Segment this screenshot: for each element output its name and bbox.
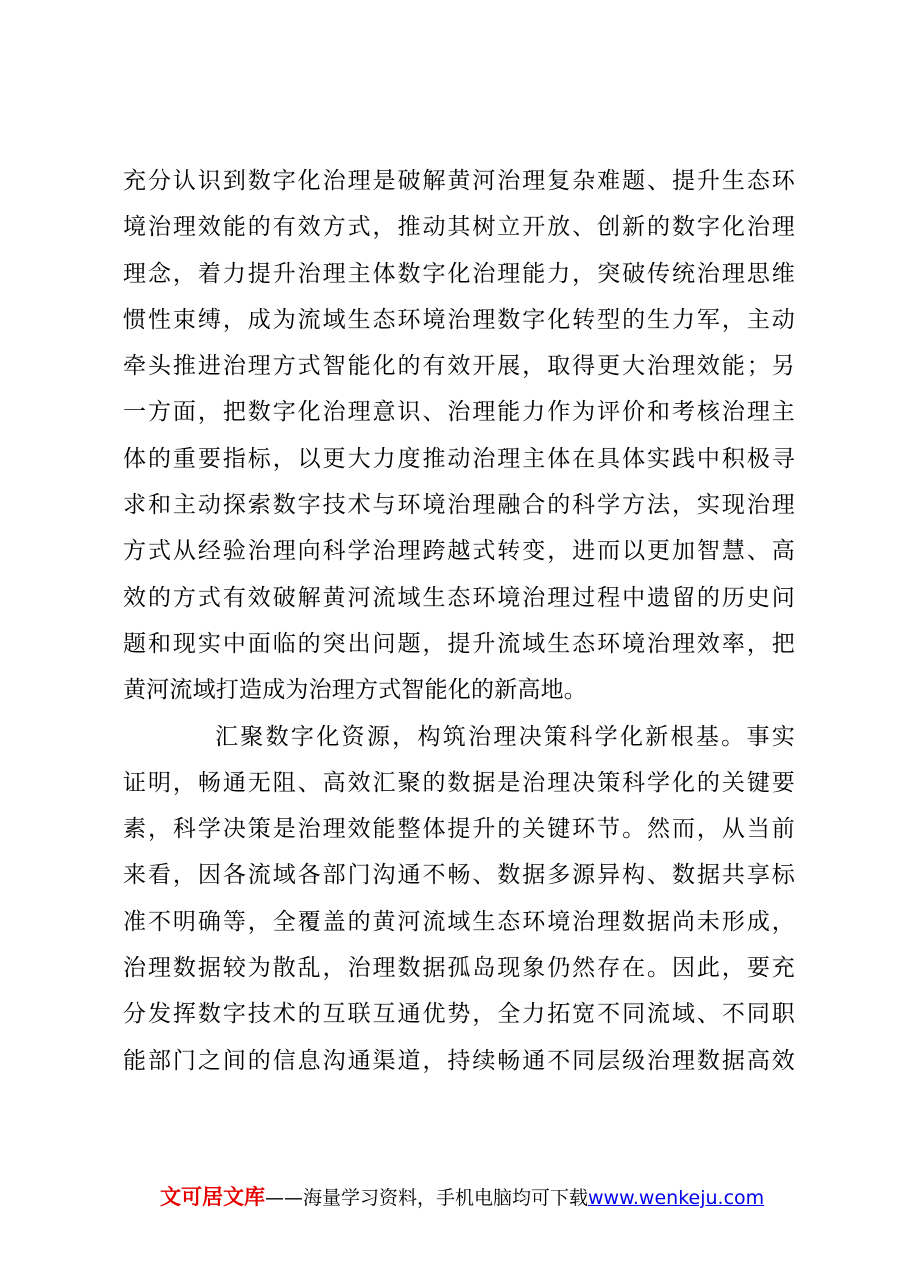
text-line: 效的方式有效破解黄河流域生态环境治理过程中遗留的历史问	[123, 584, 795, 611]
footer-dash: ——	[265, 1187, 303, 1209]
footer-banner	[160, 1182, 800, 1212]
footer-slogan: 海量学习资料，手机电脑均可下载	[303, 1187, 589, 1209]
text-line: 素，科学决策是治理效能整体提升的关键环节。然而，从当前	[123, 816, 795, 843]
text-line: 分发挥数字技术的互联互通优势，全力拓宽不同流域、不同职	[123, 1001, 795, 1028]
text-line: 准不明确等，全覆盖的黄河流域生态环境治理数据尚未形成，	[123, 908, 795, 935]
text-line: 牵头推进治理方式智能化的有效开展，取得更大治理效能；另	[123, 353, 795, 380]
text-line: 治理数据较为散乱，治理数据孤岛现象仍然存在。因此，要充	[123, 955, 795, 982]
text-line: 方式从经验治理向科学治理跨越式转变，进而以更加智慧、高	[123, 538, 795, 565]
text-line: 能部门之间的信息沟通渠道，持续畅通不同层级治理数据高效	[123, 1047, 795, 1074]
body-text	[123, 158, 795, 1084]
text-line: 证明，畅通无阻、高效汇聚的数据是治理决策科学化的关键要	[123, 769, 795, 796]
text-line: 一方面，把数字化治理意识、治理能力作为评价和考核治理主	[123, 399, 795, 426]
text-line: 题和现实中面临的突出问题，提升流域生态环境治理效率，把	[123, 630, 795, 657]
text-line: 来看，因各流域各部门沟通不畅、数据多源异构、数据共享标	[123, 862, 795, 889]
text-line: 汇聚数字化资源，构筑治理决策科学化新根基。事实	[215, 723, 795, 750]
paragraph-1	[123, 158, 795, 714]
text-line: 求和主动探索数字技术与环境治理融合的科学方法，实现治理	[123, 492, 795, 519]
text-line: 理念，着力提升治理主体数字化治理能力，突破传统治理思维	[123, 260, 795, 287]
brand-name: 文可居文库	[160, 1185, 265, 1209]
text-line: 境治理效能的有效方式，推动其树立开放、创新的数字化治理	[123, 214, 795, 241]
text-line: 体的重要指标，以更大力度推动治理主体在具体实践中积极寻	[123, 445, 795, 472]
text-line: 黄河流域打造成为治理方式智能化的新高地。	[123, 677, 587, 704]
website-link[interactable]: www.wenkeju.com	[588, 1187, 765, 1209]
paragraph-2	[123, 714, 795, 1084]
text-line: 充分认识到数字化治理是破解黄河治理复杂难题、提升生态环	[123, 168, 795, 194]
text-line: 惯性束缚，成为流域生态环境治理数字化转型的生力军，主动	[123, 306, 795, 333]
